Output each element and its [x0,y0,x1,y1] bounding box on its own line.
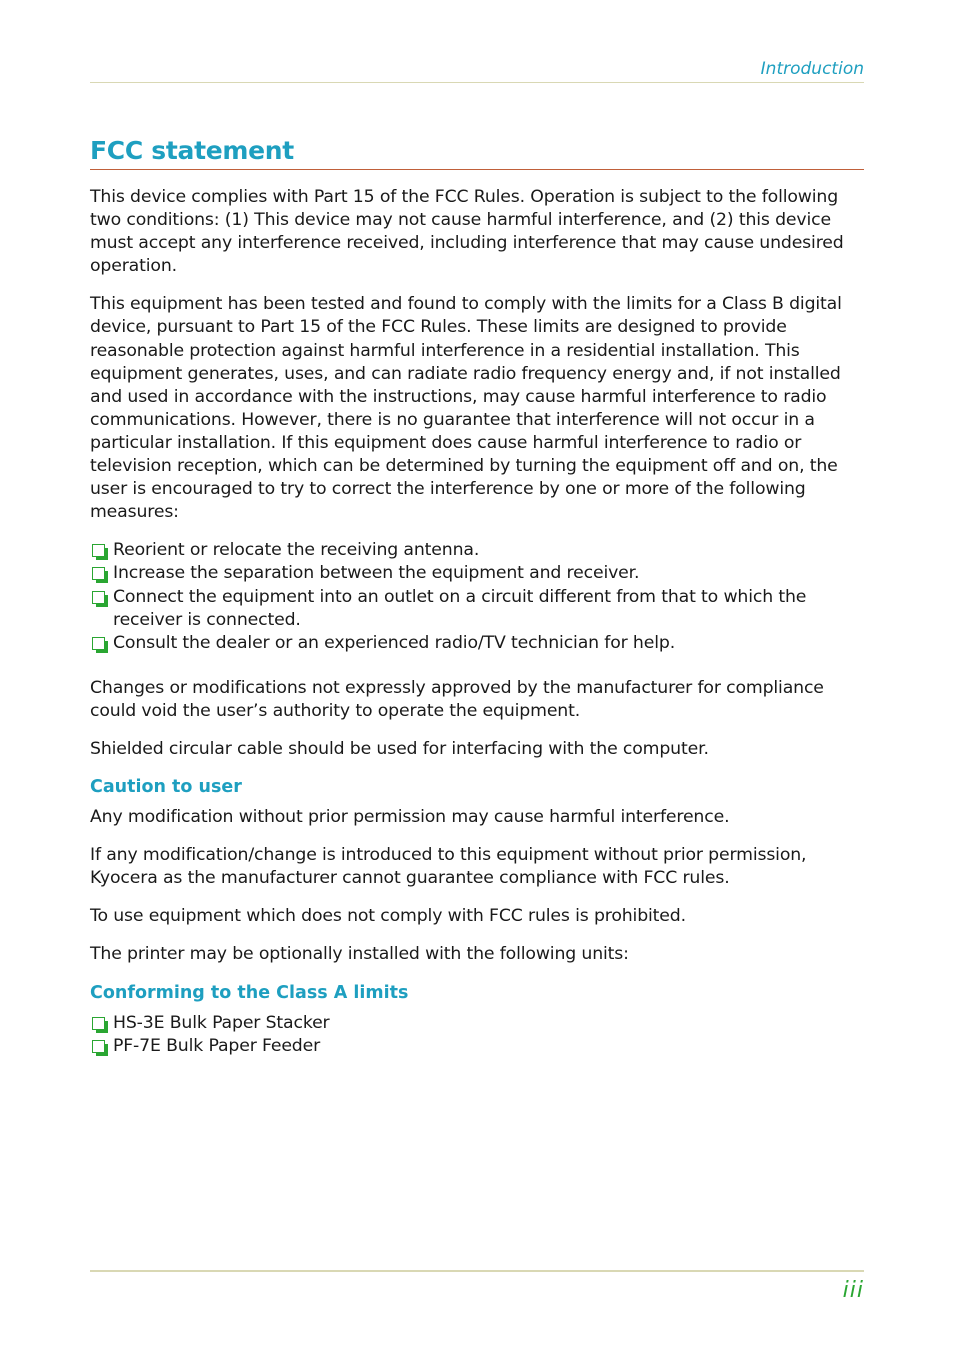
list-item: Consult the dealer or an experienced radio/TV technician for help. [90,632,864,655]
paragraph-modifications: Changes or modifications not expressly approved by the manufacturer for compliance could void the user’s authority to operate the equipment. [90,677,824,721]
page-number: iii [842,1278,864,1303]
paragraph-class-b: This equipment has been tested and found to comply with the limits for a Class B digital device, pursuant to Part 15 of the FCC Rules. These limits are designed to provide reasonable protection against harmful interference in a residential installation. This equipment generates, uses, and can radiate radio frequency energy and, if not installed and used in accordance with the instructions, may cause harmful interference to radio communications. However, there is no guarantee that interference will not occur in a particular installation. If this equipment does cause harmful interference to radio or television reception, which can be determined by turning the equipment off and on, the user is encouraged to try to correct the interference by one or more of the following measures: [90,294,842,523]
list-item: PF-7E Bulk Paper Feeder [90,1035,864,1058]
page-title: FCC statement [90,136,294,165]
list-item: HS-3E Bulk Paper Stacker [90,1012,864,1035]
paragraph-caution-1: Any modification without prior permission may cause harmful interference. [90,807,730,828]
checkbox-bullet-icon [92,544,105,557]
paragraph-shielded-cable: Shielded circular cable should be used for interfacing with the computer. [90,738,709,759]
title-divider [90,169,864,170]
footer-divider [90,1270,864,1272]
checkbox-bullet-icon [92,1017,105,1030]
list-item: Connect the equipment into an outlet on a circuit different from that to which the receiver is connected. [90,586,864,632]
header-divider [90,82,864,83]
paragraph-caution-2: If any modification/change is introduced to this equipment without prior permission, Kyocera as the manufacturer cannot guarantee compliance with FCC rules. [90,845,807,889]
heading-caution-to-user: Caution to user [90,777,242,798]
running-header: Introduction [760,59,864,79]
body-content [90,186,864,1080]
measures-list [90,539,864,654]
units-list [90,1012,864,1058]
list-item: Increase the separation between the equipment and receiver. [90,562,864,585]
checkbox-bullet-icon [92,567,105,580]
checkbox-bullet-icon [92,1040,105,1053]
checkbox-bullet-icon [92,591,105,604]
paragraph-compliance: This device complies with Part 15 of the FCC Rules. Operation is subject to the following two conditions: (1) This device may not cause harmful interference, and (2) this device must accept any interference received, including interference that may cause undesired operation. [90,187,844,277]
heading-class-a-limits: Conforming to the Class A limits [90,982,409,1003]
list-item: Reorient or relocate the receiving antenna. [90,539,864,562]
checkbox-bullet-icon [92,637,105,650]
paragraph-optional-units: The printer may be optionally installed with the following units: [90,944,629,965]
paragraph-caution-3: To use equipment which does not comply with FCC rules is prohibited. [90,906,686,927]
